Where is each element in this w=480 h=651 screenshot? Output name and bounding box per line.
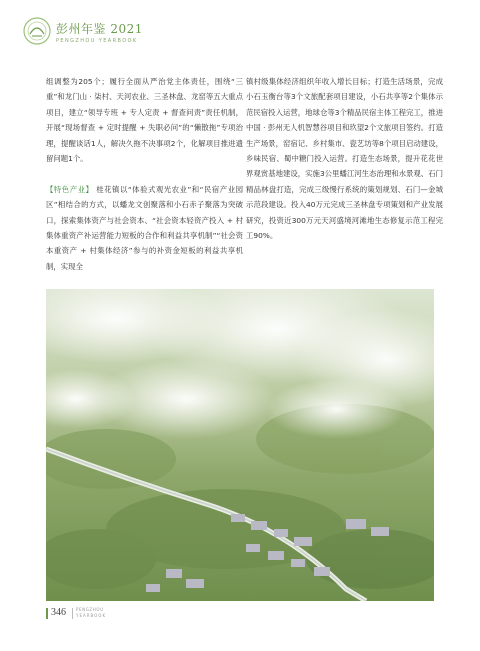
right-paragraph-1: 镇村级集体经济组织年收入增长目标；打造生活场景，完成小石玉衡台等3个文旅配套项目建设，小石共享等2个集体示范民宿投入运营，地球仓等3个精品民宿主体工程完工，推进中国 · 彭州无人机智慧谷项目和玖望2个文旅项目签约。打造生产场景，窑宿记、乡村集市、瓷艺坊等8个项目启动建设，乡味民宿、蜀中糖门投入运营。打造生态场景，提升花花世界观赏基地建设，实施3公里蟠江河生态治理和水景观、石门精品林盘打造，完成三级慢行系统的策划规划、石门—金城示范段建设。投入40万元完成三圣林盘专项策划和产业发展研究，投资近300万元天河盛境河滩地生态修复示范工程完工90%。	[246, 77, 443, 241]
section-tag: 【特色产业】	[46, 184, 94, 194]
left-paragraph-1: 组调整为205个；履行全面从严治党主体责任，围绕“三重”和龙门山 · 柒村、天河农业、三圣林盘、龙窑等五大重点项目，建立“领导专班 + 专人定责 + 督查问责”责任机制，开展“现场督查 + 定时提醒 + 失职必问”的“懒散拖”专项治理，提醒谈话1人，解决久拖不决事项2个，化解项目推进遗留问题1个。	[46, 77, 243, 164]
footer-yearbook-subtitle: YEARBOOK	[76, 613, 107, 618]
left-text-column	[46, 74, 243, 274]
page-number: 346	[51, 607, 66, 618]
footer-yearbook-title: PENGZHOU	[76, 607, 104, 612]
aerial-landscape-photo	[46, 289, 434, 601]
yearbook-subtitle: PENGZHOU YEARBOOK	[56, 38, 138, 44]
yearbook-logo-icon	[22, 16, 52, 46]
yearbook-title: 彭州年鉴 2021	[56, 22, 143, 36]
left-paragraph-2-text: 桂花镇以“体验式观光农业”和“民宿产业园区”相结合的方式，以蟠龙文创聚落和小石赤子聚落为突破口，探索集体资产与社会资本、“社会资本轻资产投入 + 村集体重资产补运营能力短板的合作和利益共享机制”“社会资本重资产 + 村集体经济”参与的补资金短板的利益共享机制，实现全	[46, 184, 243, 271]
left-paragraph-2	[46, 182, 243, 274]
footer-divider	[72, 608, 73, 619]
right-text-column	[246, 74, 443, 243]
page-number-marker	[46, 608, 48, 619]
yearbook-header	[22, 14, 222, 54]
